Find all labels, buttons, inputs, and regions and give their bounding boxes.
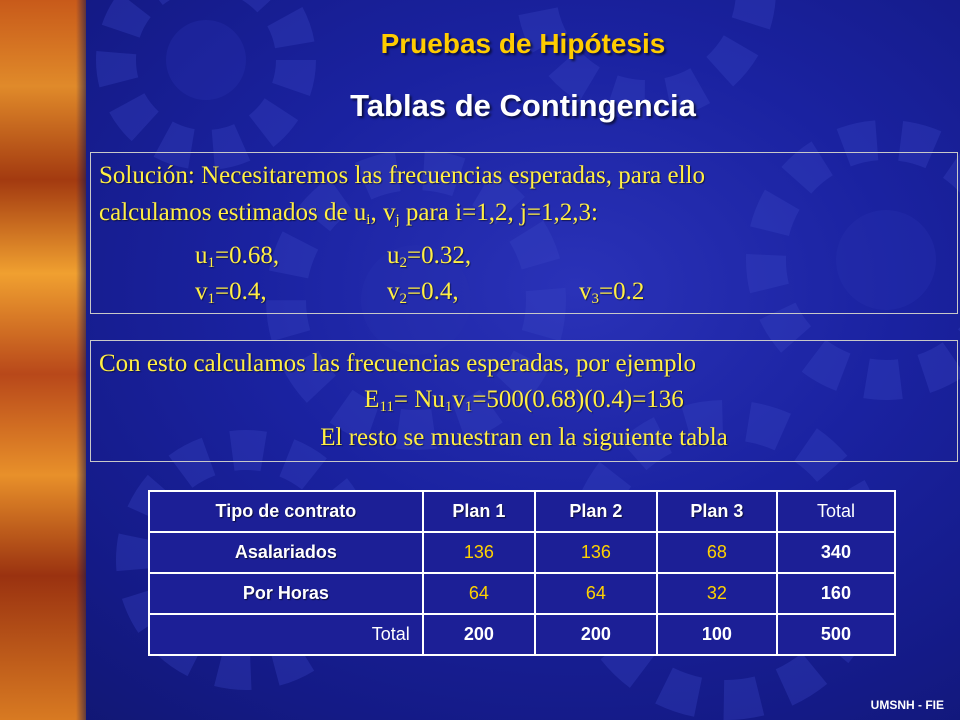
solution-line-1-text: Necesitaremos las frecuencias esperadas, para ello	[201, 162, 705, 189]
table-cell: 32	[657, 573, 777, 614]
example-box	[90, 340, 958, 462]
column-total: 200	[423, 614, 535, 655]
column-total: 100	[657, 614, 777, 655]
row-total: 340	[777, 532, 895, 573]
estimate-v1: $v_1=0.4$,	[195, 278, 267, 307]
table-header-row	[149, 491, 895, 532]
example-line-3: El resto se muestran en la siguiente tabla	[320, 424, 728, 451]
table-totals-row	[149, 614, 895, 655]
example-equation: $E_{11}= Nu_1v_1=500(0.68)(0.4)=136$	[364, 386, 684, 415]
slide-title: Pruebas de Hipótesis	[380, 28, 666, 59]
header-cell: Plan 1	[423, 491, 535, 532]
header-cell: Plan 3	[657, 491, 777, 532]
estimate-u1: $u_1=0.68$,	[195, 242, 280, 271]
table-row	[149, 532, 895, 573]
slide-subtitle: Tablas de Contingencia	[350, 88, 696, 123]
header-cell: Plan 2	[535, 491, 657, 532]
solution-label: Solución:	[99, 162, 195, 189]
column-total: 200	[535, 614, 657, 655]
grand-total: 500	[777, 614, 895, 655]
header-cell: Total	[777, 491, 895, 532]
solution-line-1	[99, 161, 705, 191]
row-total: 160	[777, 573, 895, 614]
contingency-table	[148, 490, 896, 656]
decorative-side-strip	[0, 0, 86, 720]
example-line-1: Con esto calculamos las frecuencias esperadas, por ejemplo	[99, 350, 696, 377]
row-label: Asalariados	[149, 532, 423, 573]
table-row	[149, 573, 895, 614]
totals-label: Total	[149, 614, 423, 655]
table-cell: 68	[657, 532, 777, 573]
row-label: Por Horas	[149, 573, 423, 614]
estimate-u2: $u_2=0.32$,	[387, 242, 472, 271]
estimate-v3: $v_3=0.2$	[579, 278, 645, 307]
estimate-v2: $v_2=0.4$,	[387, 278, 459, 307]
solution-line-2: calculamos estimados de $u_i$, $v_j$ para i=1,2, j=1,2,3:	[99, 199, 598, 228]
table-cell: 136	[535, 532, 657, 573]
footer-label: UMSNH - FIE	[870, 698, 944, 712]
solution-box	[90, 152, 958, 314]
header-cell: Tipo de contrato	[149, 491, 423, 532]
table-cell: 136	[423, 532, 535, 573]
table-cell: 64	[535, 573, 657, 614]
table-cell: 64	[423, 573, 535, 614]
